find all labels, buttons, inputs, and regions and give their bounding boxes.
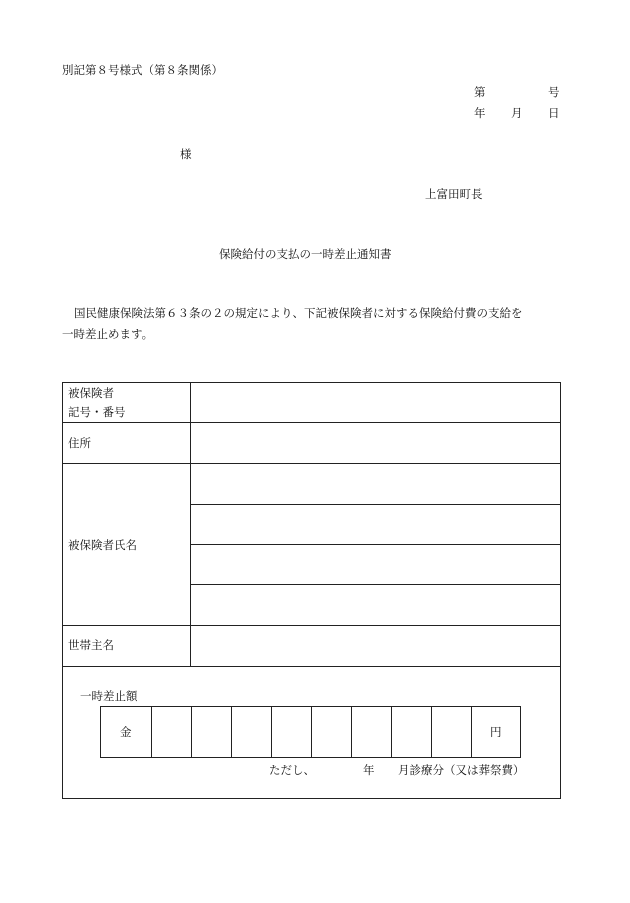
date-month: 月 [511,106,523,120]
amount-digit-divider [471,706,472,758]
amount-digit-divider [151,706,152,758]
insured-name-field[interactable] [192,465,560,503]
insured-name-field[interactable] [192,546,560,583]
body-text-line2: 一時差止めます。 [62,327,154,341]
amount-digit-divider [391,706,392,758]
row-divider [62,463,561,464]
name-row-divider [191,584,561,585]
insured-number-field[interactable] [192,384,560,421]
note-prefix: ただし、 [269,763,315,777]
document-number-prefix: 第 [474,85,486,99]
insured-name-label: 被保険者氏名 [68,538,137,552]
amount-digit-divider [191,706,192,758]
amount-digit-divider [431,706,432,758]
householder-name-label: 世帯主名 [68,638,114,652]
recipient-honorific: 様 [180,147,192,161]
insured-name-field[interactable] [192,586,560,624]
row-divider [62,422,561,423]
sender-name: 上富田町長 [425,187,483,201]
label-column-divider [190,382,191,666]
document-number-suffix: 号 [548,85,560,99]
insured-name-field[interactable] [192,506,560,543]
name-row-divider [191,544,561,545]
amount-unit: 円 [490,725,502,739]
note-suffix: 月診療分（又は葬祭費） [398,763,525,777]
row-divider [62,625,561,626]
amount-digit-divider [351,706,352,758]
name-row-divider [191,504,561,505]
address-field[interactable] [192,424,560,462]
suspended-amount-label: 一時差止額 [80,689,138,703]
document-title: 保険給付の支払の一時差止通知書 [219,247,392,261]
amount-digit-divider [311,706,312,758]
body-text-line1: 国民健康保険法第６３条の２の規定により、下記被保険者に対する保険給付費の支給を [74,306,523,320]
date-day: 日 [548,106,560,120]
insured-number-label-line2: 記号・番号 [68,405,126,419]
form-id: 別記第８号様式（第８条関係） [62,63,223,77]
amount-digit-divider [271,706,272,758]
date-year: 年 [474,106,486,120]
row-divider [62,666,561,667]
note-year: 年 [363,763,375,777]
amount-prefix: 金 [120,725,132,739]
householder-name-field[interactable] [192,627,560,665]
amount-digit-divider [231,706,232,758]
address-label: 住所 [68,436,91,450]
insured-number-label-line1: 被保険者 [68,386,114,400]
